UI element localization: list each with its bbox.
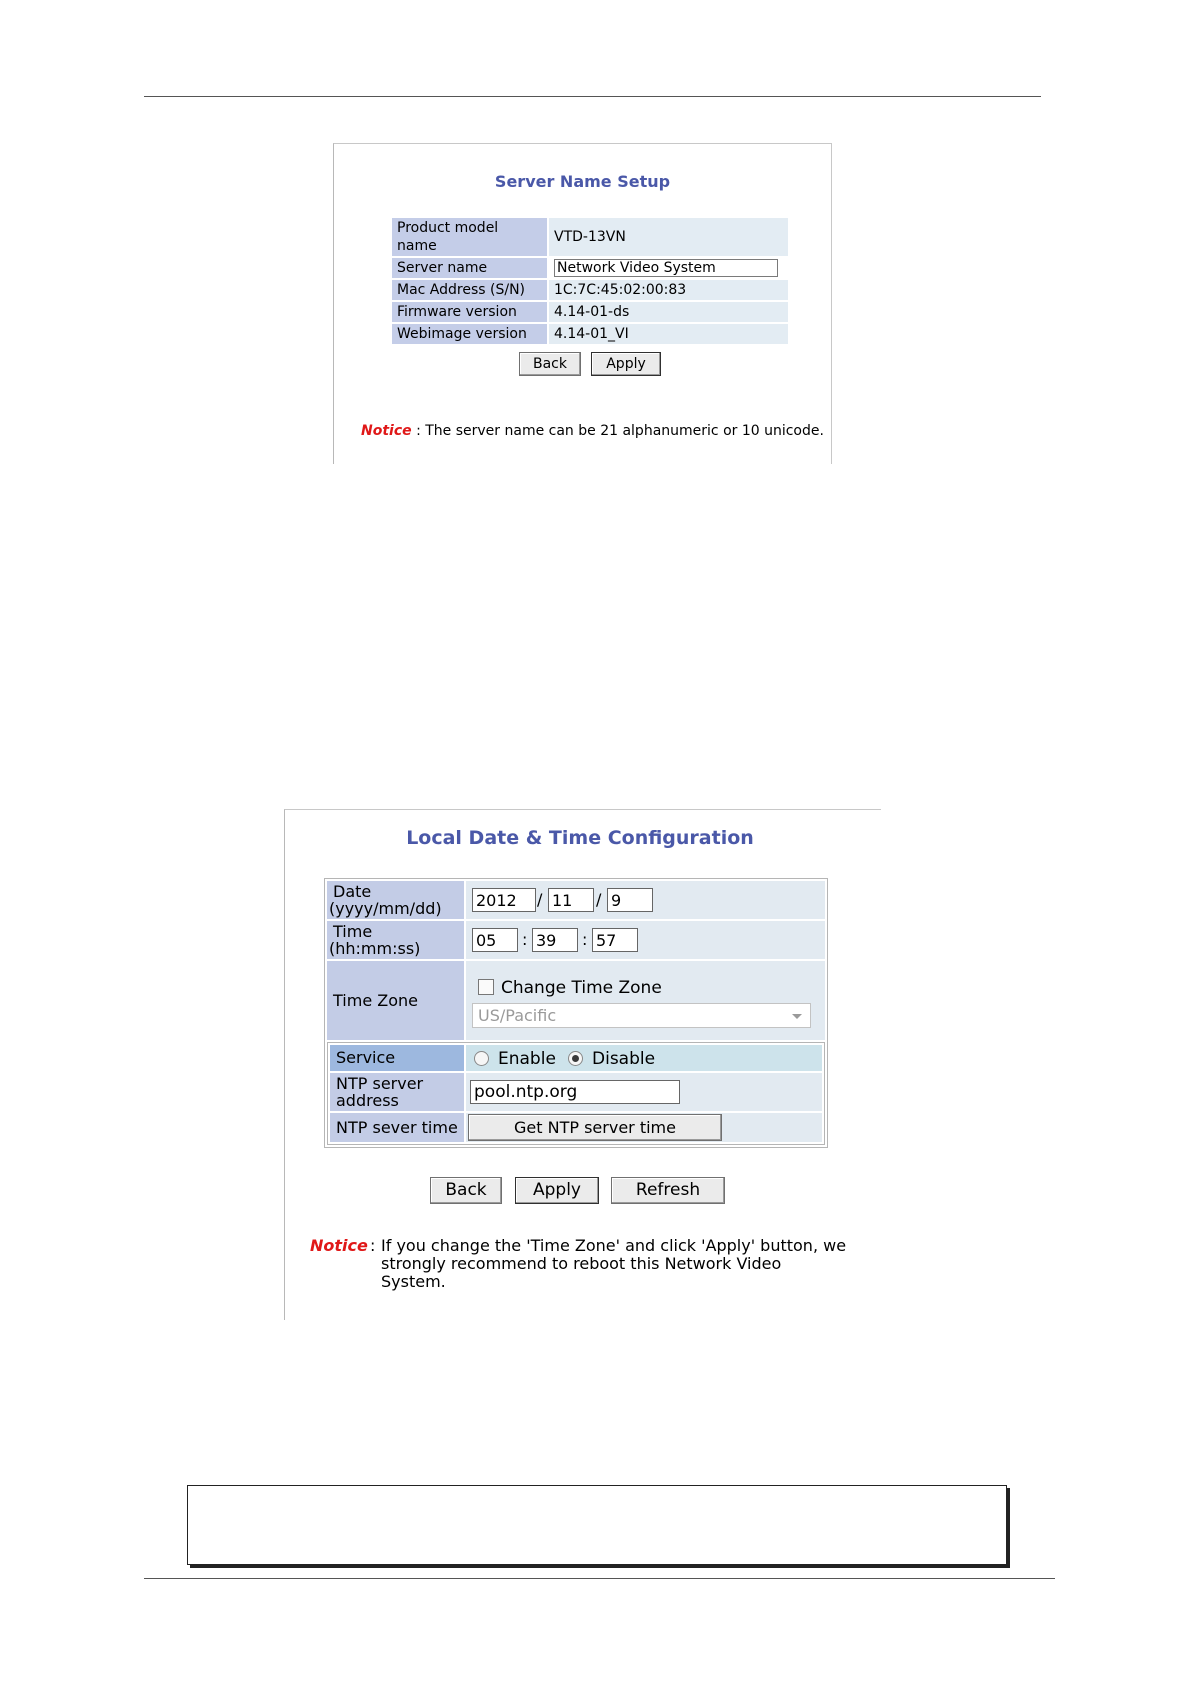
table-row — [392, 280, 788, 300]
date-time-table — [324, 878, 828, 1148]
ntp-server-time-cell — [466, 1113, 822, 1142]
server-name-input[interactable] — [554, 259, 778, 277]
page-header-rule — [144, 96, 1041, 97]
chevron-down-icon — [792, 1014, 802, 1019]
mac-address-value: 1C:7C:45:02:00:83 — [549, 280, 788, 300]
time-minute-input[interactable] — [532, 928, 578, 952]
ntp-server-address-label-line2: address — [336, 1091, 399, 1110]
mac-address-label: Mac Address (S/N) — [392, 280, 547, 300]
date-day-input[interactable] — [607, 888, 653, 912]
server-name-label: Server name — [392, 258, 547, 278]
server-info-table — [390, 216, 790, 346]
ntp-server-address-label — [330, 1073, 464, 1111]
product-model-value: VTD-13VN — [549, 218, 788, 256]
time-zone-value-cell — [466, 961, 825, 1040]
time-value-cell — [466, 921, 825, 959]
enable-label: Enable — [498, 1049, 556, 1069]
get-ntp-server-time-button[interactable]: Get NTP server time — [468, 1114, 722, 1141]
page-footer-rule — [144, 1578, 1055, 1579]
date-separator: / — [537, 890, 543, 909]
date-label — [327, 881, 464, 919]
time-zone-select[interactable] — [472, 1003, 811, 1028]
time-second-input[interactable] — [592, 928, 638, 952]
notice-colon: : — [370, 1236, 376, 1255]
change-time-zone-checkbox[interactable] — [478, 979, 494, 995]
table-row — [392, 324, 788, 344]
service-label: Service — [330, 1045, 464, 1071]
apply-button[interactable]: Apply — [591, 352, 661, 376]
firmware-version-value: 4.14-01-ds — [549, 302, 788, 322]
notice-text: If you change the 'Time Zone' and click 'Apply' button, we strongly recommend to reboot this Network Video System. — [381, 1236, 847, 1291]
ntp-table — [327, 1042, 825, 1145]
server-name-setup-panel — [333, 143, 832, 464]
date-separator: / — [596, 890, 602, 909]
service-value-cell — [466, 1045, 822, 1071]
server-name-cell — [549, 258, 788, 278]
table-row — [392, 258, 788, 278]
firmware-version-label: Firmware version — [392, 302, 547, 322]
time-zone-label: Time Zone — [327, 961, 464, 1040]
product-model-label: Product model name — [392, 218, 547, 256]
disable-radio[interactable] — [568, 1051, 583, 1066]
disable-label: Disable — [592, 1049, 656, 1069]
apply-button[interactable]: Apply — [515, 1177, 599, 1204]
ntp-server-address-input[interactable] — [470, 1080, 680, 1104]
time-label-line1: Time — [333, 922, 373, 941]
back-button[interactable]: Back — [519, 352, 581, 376]
date-year-input[interactable] — [472, 888, 536, 912]
date-value-cell — [466, 881, 825, 919]
webimage-version-value: 4.14-01_VI — [549, 324, 788, 344]
notice-label: Notice — [310, 1236, 368, 1255]
refresh-button[interactable]: Refresh — [611, 1177, 725, 1204]
time-separator: : — [522, 930, 528, 949]
table-row — [392, 302, 788, 322]
table-row — [392, 218, 788, 256]
ntp-server-address-cell — [466, 1073, 822, 1111]
notice-label: Notice — [361, 423, 412, 439]
change-time-zone-label: Change Time Zone — [501, 978, 662, 998]
date-time-config-title: Local Date & Time Configuration — [406, 827, 754, 849]
time-zone-selected-value: US/Pacific — [478, 1006, 557, 1025]
ntp-server-address-label-line1: NTP server — [336, 1074, 424, 1093]
webimage-version-label: Webimage version — [392, 324, 547, 344]
notice-text: : The server name can be 21 alphanumeric or 10 unicode. — [411, 423, 824, 439]
time-separator: : — [582, 930, 588, 949]
ntp-server-time-label: NTP sever time — [330, 1113, 464, 1142]
time-hour-input[interactable] — [472, 928, 518, 952]
date-time-config-panel — [284, 809, 881, 1320]
server-name-setup-title: Server Name Setup — [494, 172, 671, 191]
time-label — [327, 921, 464, 959]
footer-box — [187, 1485, 1007, 1565]
date-label-line1: Date — [333, 882, 372, 901]
server-name-notice — [361, 423, 824, 439]
back-button[interactable]: Back — [430, 1177, 502, 1204]
date-label-line2: (yyyy/mm/dd) — [329, 899, 442, 918]
time-label-line2: (hh:mm:ss) — [329, 939, 421, 958]
date-month-input[interactable] — [548, 888, 594, 912]
enable-radio[interactable] — [474, 1051, 489, 1066]
